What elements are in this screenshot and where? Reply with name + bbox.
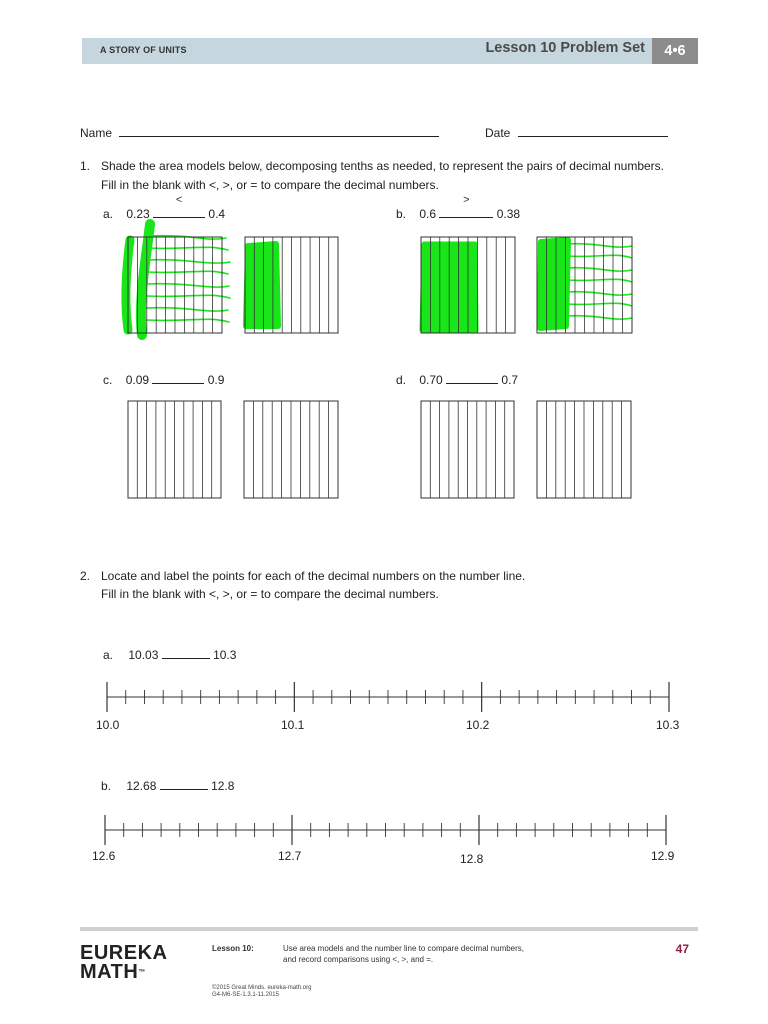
number-line-b[interactable] — [105, 815, 666, 845]
numline-a-label-0: 10.0 — [96, 718, 120, 732]
q2-instruction-line1: Locate and label the points for each of the decimal numbers on the number line. — [101, 569, 526, 583]
footer-objective-line1: Use area models and the number line to compare decimal numbers, — [283, 944, 525, 953]
footer-objective-line2: and record comparisons using <, >, and =. — [283, 955, 434, 964]
date-label: Date — [485, 126, 511, 140]
numline-b-label-0: 12.6 — [92, 849, 116, 863]
logo-line-1: EUREKA — [80, 942, 168, 964]
q1-instruction-line1: Shade the area models below, decomposing tenths as needed, to represent the pairs of decimal numbers. — [101, 159, 665, 173]
q2a-right-value: 10.3 — [213, 648, 237, 662]
numline-b-label-2: 12.8 — [460, 852, 484, 866]
q1c-right-value: 0.9 — [207, 373, 225, 387]
q1c-left-value: 0.09 — [125, 373, 150, 387]
q2a-letter: a. — [103, 648, 114, 662]
eureka-math-logo — [80, 944, 167, 982]
page-number: 47 — [675, 942, 689, 956]
numline-a-label-1: 10.1 — [281, 718, 305, 732]
q1b-left-value: 0.6 — [419, 207, 437, 221]
footer-divider — [80, 927, 698, 931]
numline-a-label-2: 10.2 — [466, 718, 490, 732]
q1a-left-value: 0.23 — [126, 207, 150, 221]
q1d-left-value: 0.70 — [419, 373, 443, 387]
number-line-a[interactable] — [107, 682, 669, 712]
q2b-left-value: 12.68 — [126, 779, 157, 793]
q1d-right-value: 0.7 — [501, 373, 519, 387]
numline-b-label-3: 12.9 — [651, 849, 675, 863]
footer-lesson-label: Lesson 10: — [212, 944, 254, 953]
q2b-letter: b. — [101, 779, 112, 793]
q1a-letter: a. — [103, 207, 114, 221]
numline-b-label-1: 12.7 — [278, 849, 302, 863]
logo-tm: ™ — [138, 969, 146, 976]
q2-instruction-line2: Fill in the blank with <, >, or = to compare the decimal numbers. — [101, 587, 439, 601]
series-title: A STORY OF UNITS — [100, 45, 187, 55]
q1d-letter: d. — [396, 373, 407, 387]
footer-code: G4-M6-SE-1.3.1-11.2015 — [212, 992, 279, 998]
q2b-right-value: 12.8 — [211, 779, 235, 793]
q1b-right-value: 0.38 — [496, 207, 521, 221]
lesson-title: Lesson 10 Problem Set — [485, 40, 645, 56]
logo-line-2: MATH — [80, 961, 139, 983]
q1c-letter: c. — [103, 373, 113, 387]
footer-copyright: ©2015 Great Minds. eureka-math.org — [212, 985, 312, 991]
numline-a-label-3: 10.3 — [656, 718, 680, 732]
q1-instruction-line2: Fill in the blank with <, >, or = to compare the decimal numbers. — [101, 178, 439, 192]
q1b-answer: > — [463, 194, 470, 206]
q1-number: 1. — [80, 159, 91, 173]
q2-number: 2. — [80, 569, 91, 583]
name-label: Name — [80, 126, 113, 140]
q2a-left-value: 10.03 — [128, 648, 159, 662]
grade-module-badge: 4•6 — [652, 38, 698, 64]
q1a-right-value: 0.4 — [208, 207, 226, 221]
q1a-answer: < — [175, 194, 183, 206]
q1b-letter: b. — [396, 207, 407, 221]
